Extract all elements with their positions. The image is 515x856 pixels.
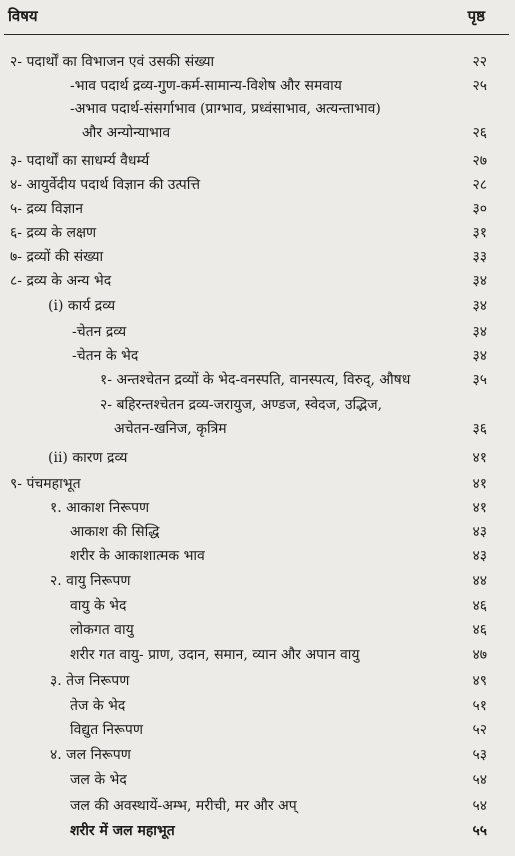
- toc-entry-title: -भाव पदार्थ द्रव्य-गुण-कर्म-सामान्य-विशेष और समवाय: [70, 78, 342, 94]
- toc-entry: [0, 720, 515, 742]
- toc-entry: [0, 796, 515, 818]
- toc-entry: [0, 448, 515, 470]
- toc-entry-page: २६: [472, 125, 487, 141]
- toc-entry-page: ३४: [472, 324, 487, 340]
- toc-entry: [0, 271, 515, 293]
- toc-entry-page: ५५: [472, 823, 487, 839]
- toc-entry: [0, 546, 515, 568]
- toc-entry: [0, 596, 515, 618]
- toc-entry-page: ३३: [472, 249, 487, 265]
- toc-entry: [0, 296, 515, 318]
- toc-entry-title: -चेतन के भेद: [72, 348, 139, 364]
- toc-entry-page: ५४: [472, 798, 487, 814]
- toc-entry: [0, 175, 515, 197]
- toc-entry-title: ४- आयुर्वेदीय पदार्थ विज्ञान की उत्पत्ति: [10, 177, 201, 193]
- toc-entry-title: -अभाव पदार्थ-संसर्गाभाव (प्राग्भाव, प्रध्वंसाभाव, अत्यन्ताभाव): [70, 101, 381, 117]
- toc-entry: [0, 474, 515, 496]
- toc-entry-page: ३६: [472, 421, 487, 437]
- toc-entry-title: और अन्योन्याभाव: [82, 125, 171, 141]
- toc-header: [0, 6, 515, 28]
- toc-entry-title: ७- द्रव्यों की संख्या: [10, 249, 104, 265]
- toc-entry-title: तेज के भेद: [70, 698, 126, 714]
- toc-entry: [0, 745, 515, 767]
- toc-entry-title: लोकगत वायु: [70, 622, 134, 638]
- toc-entry-title: जल के भेद: [70, 772, 127, 788]
- toc-entry-page: ५२: [472, 722, 487, 738]
- toc-entry-page: २५: [472, 78, 487, 94]
- toc-entry-title: १. आकाश निरूपण: [50, 500, 150, 516]
- toc-entry-title: १- अन्तश्चेतन द्रव्यों के भेद-वनस्पति, वानस्पत्य, विरुद्, औषध: [100, 372, 411, 388]
- toc-entry: [0, 199, 515, 221]
- toc-entry-title: ५- द्रव्य विज्ञान: [10, 201, 84, 217]
- toc-entry-title: ३- पदार्थों का साधर्म्य वैधर्म्य: [10, 153, 150, 169]
- toc-entry: [0, 498, 515, 520]
- toc-entry-title: शरीर गत वायु- प्राण, उदान, समान, व्यान और अपान वायु: [70, 647, 360, 663]
- toc-entry: [0, 419, 515, 441]
- toc-entry-page: ५४: [472, 772, 487, 788]
- header-page: पृष्ठ: [467, 7, 485, 25]
- toc-entry: [0, 671, 515, 693]
- toc-entry: [0, 223, 515, 245]
- toc-entry-page: ४३: [472, 524, 487, 540]
- toc-entry-title: ६- द्रव्य के लक्षण: [10, 225, 97, 241]
- toc-entry-title: (ii) कारण द्रव्य: [48, 450, 128, 466]
- toc-entry: [0, 322, 515, 344]
- toc-entry: [0, 76, 515, 98]
- toc-entry-title: २- पदार्थों का विभाजन एवं उसकी संख्या: [10, 54, 215, 70]
- toc-entry-page: ३४: [472, 348, 487, 364]
- header-subject: विषय: [8, 7, 38, 25]
- toc-entry-page: ५१: [472, 698, 487, 714]
- toc-entry-page: ३०: [472, 201, 487, 217]
- toc-entry: [0, 620, 515, 642]
- toc-entry-title: वायु के भेद: [70, 598, 127, 614]
- toc-entry: [0, 123, 515, 145]
- toc-entry: [0, 821, 515, 843]
- toc-entry: [0, 645, 515, 667]
- toc-entry-title: विद्युत निरूपण: [70, 722, 144, 738]
- toc-entry-page: ४९: [472, 673, 487, 689]
- toc-entry: [0, 346, 515, 368]
- toc-entry-title: ८- द्रव्य के अन्य भेद: [10, 273, 112, 289]
- header-rule: [4, 34, 509, 35]
- toc-entry-title: -चेतन द्रव्य: [72, 324, 127, 340]
- toc-entry-title: जल की अवस्थायें-अम्भ, मरीची, मर और अप्: [70, 798, 297, 814]
- toc-entry: [0, 370, 515, 392]
- toc-entry-page: ४३: [472, 548, 487, 564]
- toc-entry: [0, 395, 515, 417]
- toc-entry-title: २. वायु निरूपण: [50, 573, 131, 589]
- toc-entry-title: ४. जल निरूपण: [50, 747, 131, 763]
- toc-entry: [0, 522, 515, 544]
- toc-entry-page: ४१: [472, 450, 487, 466]
- toc-entry: [0, 247, 515, 269]
- toc-entry-title: ३. तेज निरूपण: [50, 673, 130, 689]
- toc-entry-page: ४१: [472, 500, 487, 516]
- toc-entry-title: २- बहिरन्तश्चेतन द्रव्य-जरायुज, अण्डज, स्वेदज, उद्भिज,: [100, 397, 383, 413]
- toc-entry-title: शरीर के आकाशात्मक भाव: [70, 548, 205, 564]
- toc-entry: [0, 696, 515, 718]
- toc-entry-page: ५३: [472, 747, 487, 763]
- toc-entry: [0, 151, 515, 173]
- toc-entry-page: ३५: [472, 372, 487, 388]
- toc-entry: [0, 52, 515, 74]
- toc-entry-title: ९- पंचमहाभूत: [10, 476, 81, 492]
- toc-entry-page: ३४: [472, 298, 487, 314]
- toc-entry-page: २८: [472, 177, 487, 193]
- toc-entry-page: ३१: [472, 225, 487, 241]
- toc-entry-title: (i) कार्य द्रव्य: [48, 298, 116, 314]
- toc-entry: [0, 770, 515, 792]
- toc-entry: [0, 571, 515, 593]
- toc-entry-page: २२: [472, 54, 487, 70]
- toc-entry: [0, 99, 515, 121]
- toc-entry-page: ३४: [472, 273, 487, 289]
- toc-entry-page: ४१: [472, 476, 487, 492]
- toc-entry-title: आकाश की सिद्धि: [70, 524, 160, 540]
- toc-entry-page: ४६: [472, 622, 487, 638]
- toc-entry-page: ४४: [472, 573, 487, 589]
- toc-entry-page: २७: [472, 153, 487, 169]
- toc-entry-title: अचेतन-खनिज, कृत्रिम: [114, 421, 227, 437]
- toc-entry-page: ४६: [472, 598, 487, 614]
- toc-entry-title: शरीर में जल महाभूत: [70, 823, 175, 839]
- toc-entry-page: ४७: [472, 647, 487, 663]
